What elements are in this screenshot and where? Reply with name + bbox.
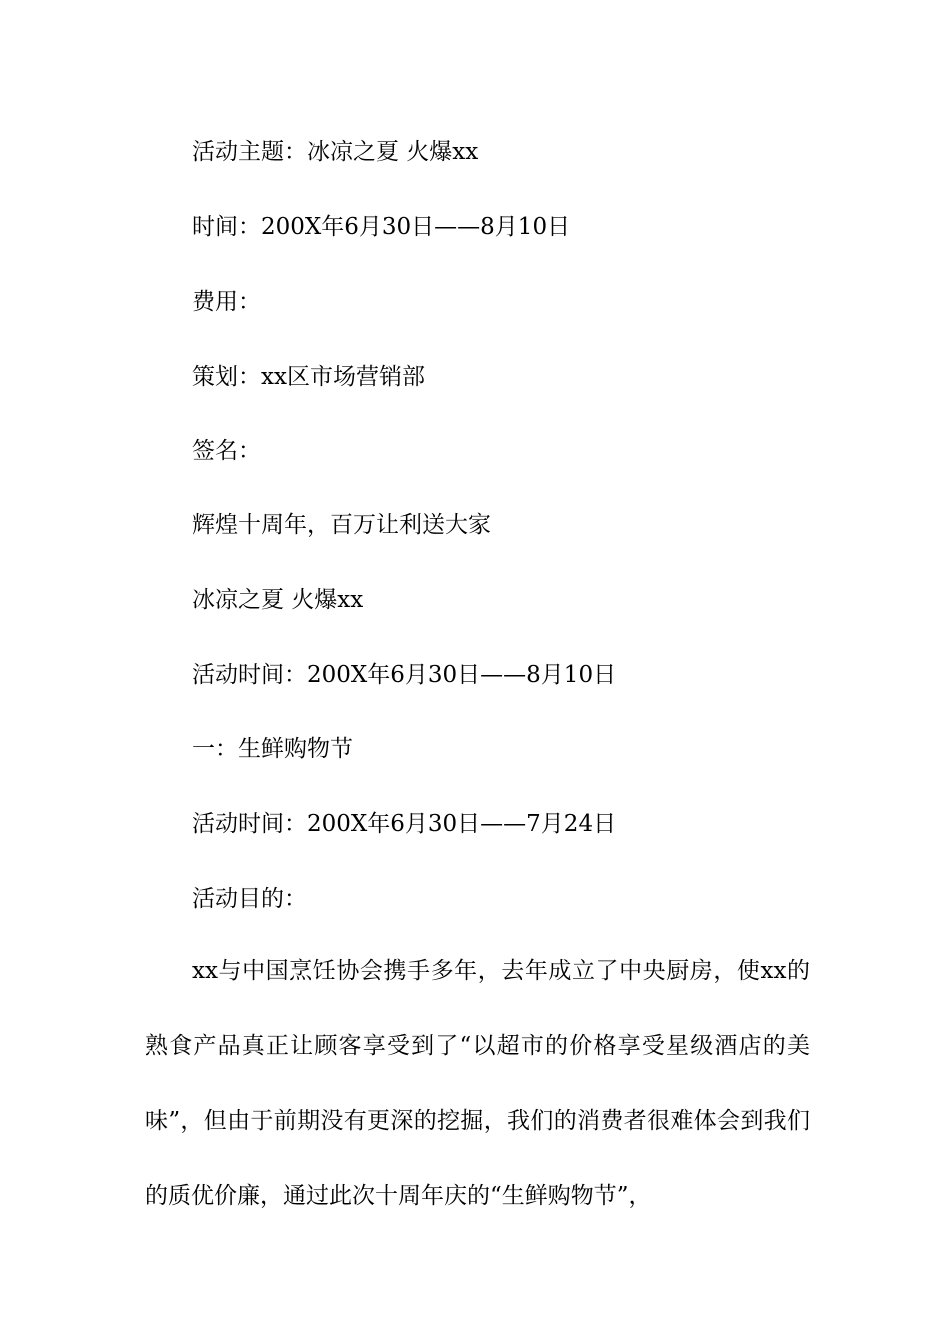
activity-time-line: 活动时间：200X年6月30日——8月10日 [192,662,617,688]
subtitle-line: 冰凉之夏 火爆xx [192,587,364,613]
planner-line: 策划：xx区市场营销部 [192,364,425,390]
slogan-line: 辉煌十周年，百万让利送大家 [192,512,491,538]
section-heading: 一：生鲜购物节 [192,736,353,762]
purpose-paragraph: xx与中国烹饪协会携手多年，去年成立了中央厨房，使xx的熟食产品真正让顾客享受到了“以超市的价格享受星级酒店的美味”，但由于前期没有更深的挖掘，我们的消费者很难体会到我们的质优价廉，通过此次十周年庆的“生鲜购物节”， [145,958,810,1209]
time-line: 时间：200X年6月30日——8月10日 [192,214,571,240]
section-time-line: 活动时间：200X年6月30日——7月24日 [192,811,617,837]
purpose-heading: 活动目的： [192,886,307,912]
signature-line: 签名： [192,438,261,464]
cost-line: 费用： [192,289,261,315]
activity-theme-line: 活动主题：冰凉之夏 火爆xx [192,139,479,165]
